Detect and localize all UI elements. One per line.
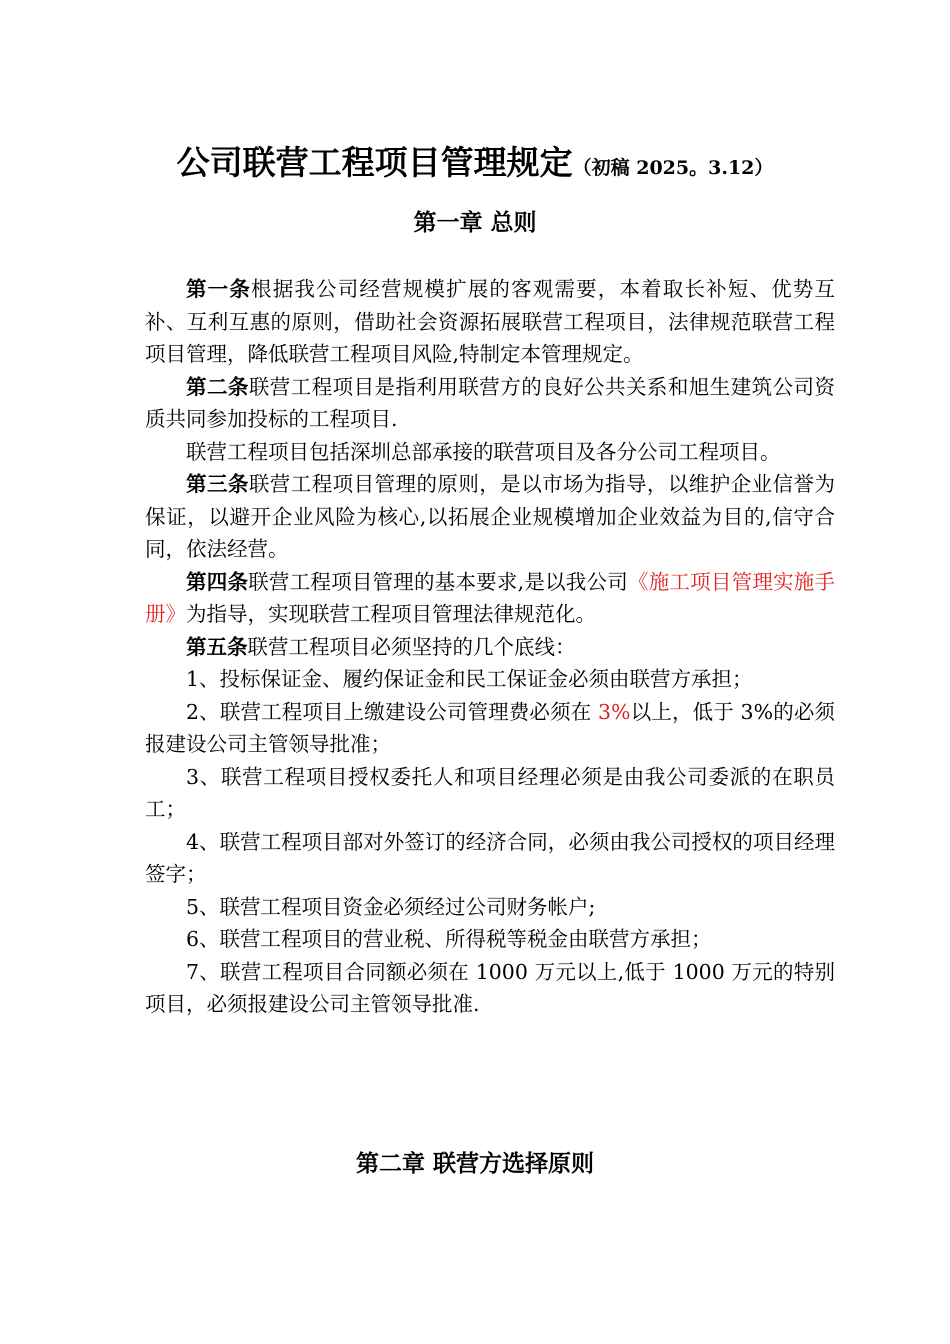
- article-label: 第一条: [186, 277, 252, 301]
- item-text: 以上，低于 3%的必须报建设公司主管领导批准；: [145, 699, 835, 756]
- article-text: 联营工程项目管理的原则，是以市场为指导，以维护企业信誉为保证，以避开企业风险为核心,以拓展企业规模增加企业效益为目的,信守合同，依法经营。: [145, 472, 836, 561]
- list-item-4: 4、联营工程项目部对外签订的经济合同，必须由我公司授权的项目经理签字；: [145, 829, 835, 886]
- document-title: [0, 140, 950, 192]
- article-text: 联营工程项目管理的基本要求,是以我公司: [248, 569, 628, 594]
- article-label: 第五条: [186, 634, 248, 659]
- item-text: 2、联营工程项目上缴建设公司管理费必须在: [186, 699, 599, 724]
- list-item-1: 1、投标保证金、履约保证金和民工保证金必须由联营方承担；: [186, 667, 753, 691]
- title-main: 公司联营工程项目管理规定: [176, 143, 573, 182]
- article-text: 根据我公司经营规模扩展的客观需要，本着取长补短、优势互补、互利互惠的原则，借助社会资源拓展联营工程项目，法律规范联营工程项目管理，降低联营工程项目风险,特制定本管理规定。: [145, 277, 836, 366]
- article-text: 为指导，实现联营工程项目管理法律规范化。: [186, 602, 596, 626]
- list-item-5: 5、联营工程项目资金必须经过公司财务帐户;: [186, 894, 596, 919]
- article-text: 联营工程项目是指利用联营方的良好公共关系和旭生建筑公司资质共同参加投标的工程项目.: [145, 374, 836, 431]
- document-body: [145, 273, 835, 1021]
- article-2-extra: 联营工程项目包括深圳总部承接的联营项目及各分公司工程项目。: [186, 439, 781, 464]
- article-label: 第二条: [186, 374, 249, 399]
- list-item-3: 3、联营工程项目授权委托人和项目经理必须是由我公司委派的在职员工；: [145, 764, 835, 821]
- list-item-2: [145, 696, 835, 761]
- article-4: [145, 566, 835, 631]
- article-label: 第三条: [186, 472, 249, 496]
- manual-reference: 《施工项目管理实施手册》: [145, 569, 836, 626]
- list-item-7: 7、联营工程项目合同额必须在 1000 万元以上,低于 1000 万元的特别项目，必须报建设公司主管领导批准.: [145, 959, 835, 1016]
- article-5: [145, 631, 835, 664]
- chapter-1-heading: 第一章 总则: [413, 209, 537, 236]
- fee-highlight: 3%: [598, 699, 631, 724]
- article-label: 第四条: [186, 569, 249, 594]
- article-text: 联营工程项目必须坚持的几个底线：: [247, 634, 576, 659]
- list-item-6: 6、联营工程项目的营业税、所得税等税金由联营方承担；: [186, 927, 712, 951]
- article-3: [145, 468, 835, 566]
- title-draft-note: （初稿 2025。3.12）: [572, 157, 774, 179]
- article-1: [145, 273, 835, 371]
- chapter-2-heading: 第二章 联营方选择原则: [355, 1150, 594, 1177]
- article-2: [145, 371, 835, 436]
